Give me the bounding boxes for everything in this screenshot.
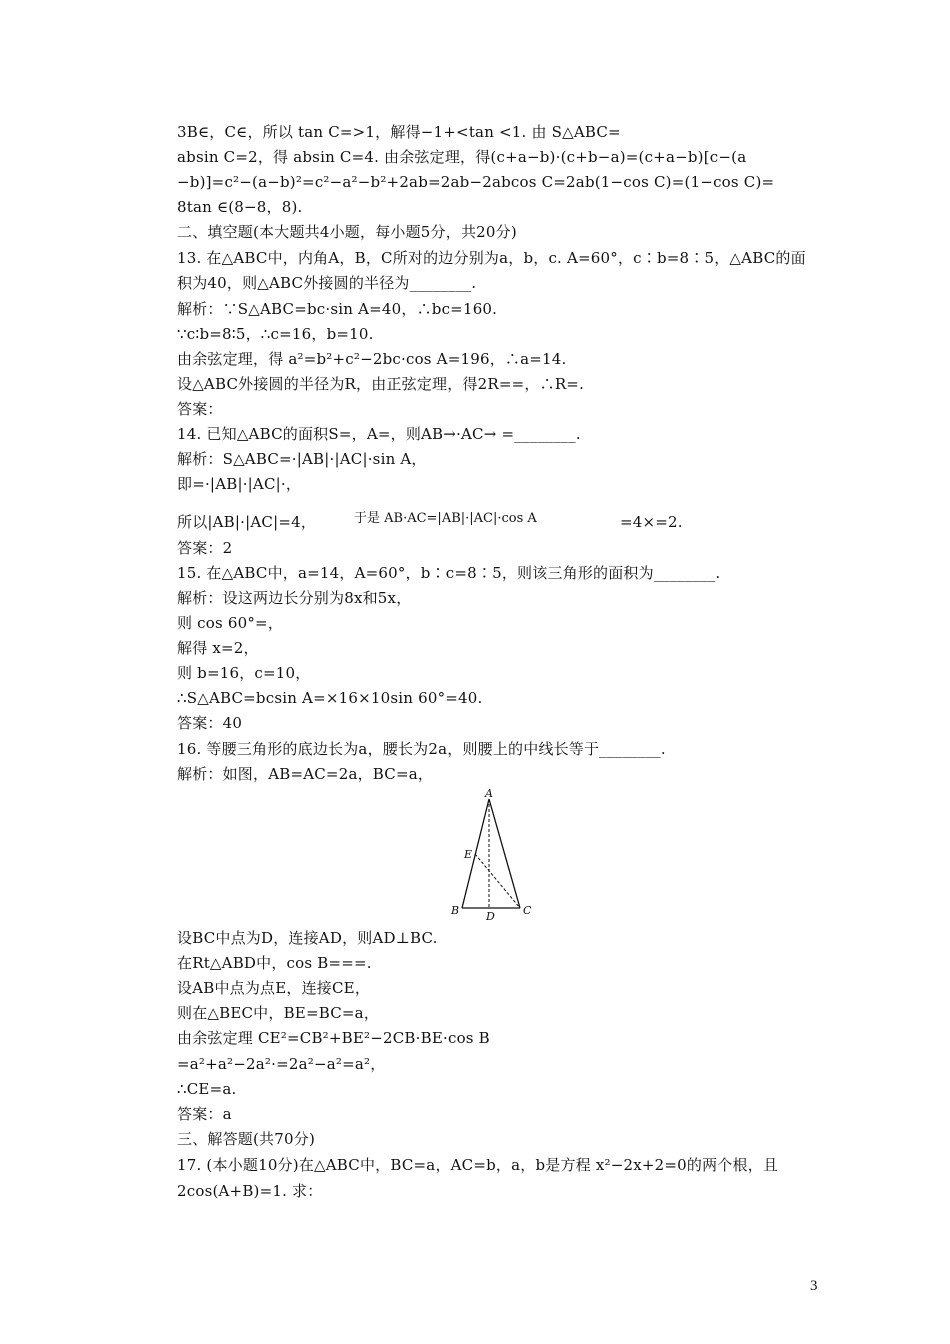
label-b: B [451,904,460,917]
question-14: 14. 已知△ABC的面积S=，A=，则AB→·AC→ =________. [177,425,581,443]
text-line: 积为40，则△ABC外接圆的半径为________. [177,274,477,292]
text-line: ∴S△ABC=bcsin A=×16×10sin 60°=40. [177,689,483,707]
text-line: 设AB中点为点E，连接CE， [177,979,371,997]
text-line: 解析：设这两边长分别为8x和5x， [177,589,412,607]
text-line: −b)]=c²−(a−b)²=c²−a²−b²+2ab=2ab−2abcos C=2ab(1−cos C)=(1−cos C)= [177,173,775,191]
page-number: 3 [810,1278,818,1294]
label-d: D [486,910,495,923]
vector-formula-image [352,509,602,527]
question-13: 13. 在△ABC中，内角A，B，C所对的边分别为a，b，c. A=60°，c∶b=8∶5，△ABC的面 [177,249,806,267]
text-line: 由余弦定理，得 a²=b²+c²−2bc·cos A=196，∴a=14. [177,350,567,368]
side-ac [489,799,520,908]
text-line: 所以|AB|·|AC|=4， [177,513,317,531]
triangle-figure [440,785,540,925]
text-line: =4×=2. [620,513,683,531]
text-line: 解得 x=2， [177,639,259,657]
text-line: 解析：∵S△ABC=bc·sin A=40，∴bc=160. [177,300,498,318]
text-line: =a²+a²−2a²·=2a²−a²=a²， [177,1055,386,1073]
answer-16: 答案：a [177,1105,232,1123]
text-line: 由余弦定理 CE²=CB²+BE²−2CB·BE·cos B [177,1029,490,1047]
label-a: A [485,787,493,800]
text-line: 则 b=16，c=10， [177,664,311,682]
question-16: 16. 等腰三角形的底边长为a，腰长为2a，则腰上的中线长等于________. [177,740,666,758]
text-line: 即=·|AB|·|AC|·， [177,475,302,493]
answer-15: 答案：40 [177,714,243,732]
text-line: ∵c∶b=8∶5，∴c=16，b=10. [177,325,374,343]
text-line: 设BC中点为D，连接AD，则AD⊥BC. [177,929,438,947]
text-line: absin C=2，得 absin C=4. 由余弦定理，得(c+a−b)·(c+b−a)=(c+a−b)[c−(a [177,148,747,166]
label-c: C [523,904,532,917]
text-line: ∴CE=a. [177,1080,237,1098]
text-line: 则 cos 60°=， [177,614,284,632]
text-line: 则在△BEC中，BE=BC=a， [177,1004,380,1022]
section-heading: 二、填空题(本大题共4小题，每小题5分，共20分) [177,223,517,241]
text-line: 3B∈，C∈，所以 tan C=>1，解得−1+<tan <1. 由 S△ABC= [177,123,621,141]
text-line: 解析：S△ABC=·|AB|·|AC|·sin A， [177,450,427,468]
text-line: 在Rt△ABD中，cos B===. [177,954,372,972]
section-heading: 三、解答题(共70分) [177,1130,315,1148]
question-17: 17. (本小题10分)在△ABC中，BC=a，AC=b，a，b是方程 x²−2x+2=0的两个根，且 [177,1156,779,1174]
label-e: E [464,848,473,861]
text-line: 8tan ∈(8−8，8). [177,198,303,216]
text-line: 解析：如图，AB=AC=2a，BC=a， [177,765,434,783]
question-15: 15. 在△ABC中，a=14，A=60°，b∶c=8∶5，则该三角形的面积为________. [177,564,721,582]
median-ce [475,854,520,908]
text-line: 设△ABC外接圆的半径为R，由正弦定理，得2R==，∴R=. [177,375,585,393]
vector-formula-text: 于是 AB·AC=|AB|·|AC|·cos A [354,511,537,526]
answer-13: 答案： [177,400,223,418]
text-line: 2cos(A+B)=1. 求： [177,1182,323,1200]
answer-14: 答案：2 [177,539,233,557]
